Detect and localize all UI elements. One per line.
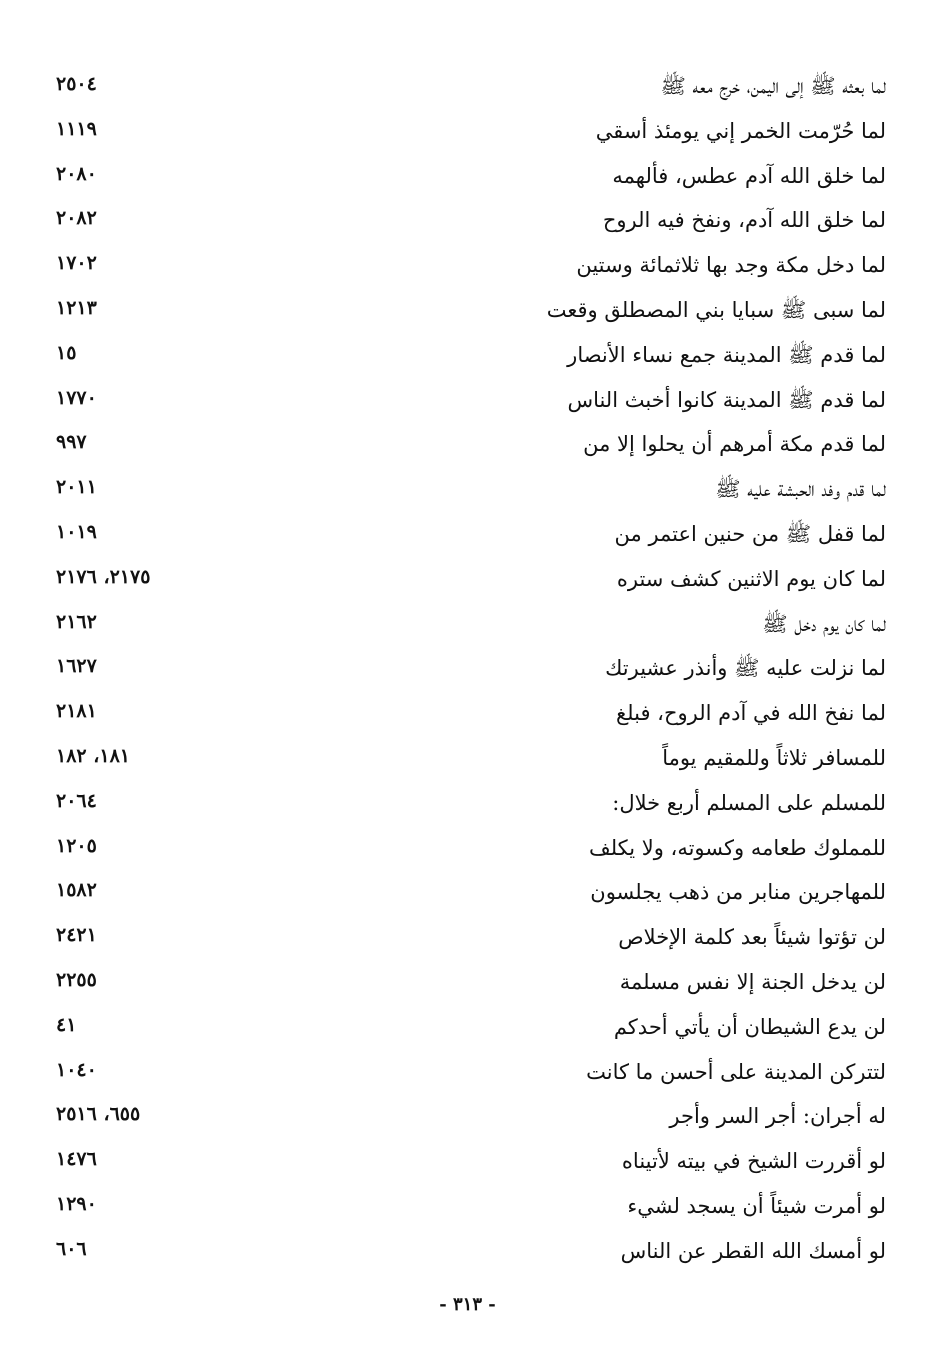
hadith-opening-text: لما نزلت عليه ﷺ وأنذر عشيرتك — [605, 656, 886, 681]
index-entry — [56, 870, 886, 915]
hadith-reference-number: ٢٥٠٤ — [56, 73, 97, 95]
hadith-opening-text: له أجران: أجر السر وأجر — [669, 1104, 886, 1129]
index-entry — [56, 512, 886, 557]
hadith-opening-text: لن يدخل الجنة إلا نفس مسلمة — [619, 969, 886, 994]
hadith-opening-text: للمملوك طعامه وكسوته، ولا يكلف — [588, 835, 886, 860]
hadith-reference-number: ٢٠٦٤ — [56, 789, 97, 812]
index-entry — [56, 422, 886, 467]
hadith-reference-number: ٢٠١١ — [56, 476, 97, 499]
hadith-reference-number: ١٧٠٢ — [56, 252, 97, 275]
index-entry — [56, 64, 886, 109]
hadith-opening-text: لو أقررت الشيخ في بيته لأتيناه — [621, 1149, 886, 1174]
hadith-reference-number: ١٥ — [56, 341, 77, 364]
hadith-index-list — [56, 64, 886, 1274]
hadith-opening-text: لما قدم ﷺ المدينة كانوا أخبث الناس — [567, 387, 886, 412]
hadith-opening-text: للمسافر ثلاثاً وللمقيم يوماً — [662, 745, 886, 770]
hadith-opening-text: لو أمسك الله القطر عن الناس — [620, 1238, 886, 1263]
index-entry — [56, 960, 886, 1005]
hadith-opening-text: لما كان يوم دخل ﷺ — [762, 611, 886, 636]
index-entry — [56, 243, 886, 288]
index-entry — [56, 1184, 886, 1229]
index-entry — [56, 288, 886, 333]
hadith-reference-number: ٤١ — [56, 1013, 77, 1036]
hadith-opening-text: لما سبى ﷺ سبايا بني المصطلق وقعت — [546, 297, 886, 322]
index-entry — [56, 1050, 886, 1095]
hadith-opening-text: لما نفخ الله في آدم الروح، فبلغ — [616, 701, 886, 726]
hadith-opening-text: لما كان يوم الاثنين كشف ستره — [616, 566, 886, 591]
hadith-opening-text: للمهاجرين منابر من ذهب يجلسون — [590, 880, 886, 905]
hadith-reference-number: ١١١٩ — [56, 117, 97, 140]
hadith-reference-number: ١٦٢٧ — [56, 655, 97, 678]
hadith-reference-number: ٢٢٥٥ — [56, 968, 97, 991]
hadith-reference-number: ٦٠٦ — [56, 1237, 87, 1260]
hadith-opening-text: لما دخل مكة وجد بها ثلاثمائة وستين — [576, 253, 886, 278]
index-entry — [56, 1094, 886, 1139]
hadith-reference-number: ٦٥٥، ٢٥١٦ — [56, 1103, 141, 1126]
hadith-opening-text: لما قفل ﷺ من حنين اعتمر من — [614, 521, 886, 546]
hadith-opening-text: لما قدم مكة أمرهم أن يحلوا إلا من — [583, 432, 886, 457]
hadith-reference-number: ٢٤٢١ — [56, 924, 97, 947]
index-entry — [56, 467, 886, 512]
hadith-reference-number: ٩٩٧ — [56, 431, 87, 454]
hadith-reference-number: ٢١٨١ — [56, 700, 97, 723]
index-entry — [56, 333, 886, 378]
hadith-reference-number: ١٢٩٠ — [56, 1192, 97, 1215]
index-entry — [56, 109, 886, 154]
index-entry — [56, 1229, 886, 1274]
hadith-reference-number: ٢١٦٢ — [56, 610, 97, 633]
index-entry — [56, 1139, 886, 1184]
hadith-opening-text: لتتركن المدينة على أحسن ما كانت — [586, 1059, 886, 1084]
hadith-opening-text: لن يدع الشيطان أن يأتي أحدكم — [613, 1014, 886, 1039]
index-entry — [56, 154, 886, 199]
index-entry — [56, 736, 886, 781]
hadith-opening-text: للمسلم على المسلم أربع خلال: — [612, 790, 886, 815]
hadith-reference-number: ١٠١٩ — [56, 520, 97, 543]
hadith-reference-number: ١٨١، ١٨٢ — [56, 744, 130, 767]
hadith-opening-text: لما خلق الله آدم، ونفخ فيه الروح — [602, 208, 886, 233]
page-number: - ٣١٣ - — [439, 1294, 496, 1315]
hadith-reference-number: ١٧٧٠ — [56, 386, 97, 409]
index-entry — [56, 646, 886, 691]
index-entry — [56, 378, 886, 423]
index-entry — [56, 826, 886, 871]
hadith-opening-text: لما قدم ﷺ المدينة جمع نساء الأنصار — [567, 342, 886, 367]
index-entry — [56, 602, 886, 647]
hadith-opening-text: لما خلق الله آدم عطس، فألهمه — [612, 163, 886, 188]
index-entry — [56, 691, 886, 736]
hadith-reference-number: ١٢١٣ — [56, 296, 97, 319]
hadith-opening-text: لو أمرت شيئاً أن يسجد لشيء — [627, 1193, 886, 1218]
index-entry — [56, 1005, 886, 1050]
hadith-opening-text: لن تؤتوا شيئاً بعد كلمة الإخلاص — [618, 925, 886, 950]
index-entry — [56, 198, 886, 243]
hadith-reference-number: ٢١٧٥، ٢١٧٦ — [56, 565, 151, 588]
hadith-reference-number: ١٤٧٦ — [56, 1148, 97, 1171]
hadith-opening-text: لما قدم وفد الحبشة عليه ﷺ — [715, 477, 886, 502]
index-entry — [56, 781, 886, 826]
hadith-reference-number: ١٢٠٥ — [56, 834, 97, 857]
index-entry — [56, 915, 886, 960]
hadith-reference-number: ٢٠٨٠ — [56, 162, 97, 185]
hadith-reference-number: ٢٠٨٢ — [56, 207, 97, 230]
hadith-reference-number: ١٠٤٠ — [56, 1058, 97, 1081]
hadith-reference-number: ١٥٨٢ — [56, 879, 97, 902]
hadith-opening-text: لما بعثه ﷺ إلى اليمن، خرج معه ﷺ — [660, 74, 886, 98]
index-entry — [56, 557, 886, 602]
hadith-opening-text: لما حُرّمت الخمر إني يومئذ أسقي — [595, 118, 886, 143]
